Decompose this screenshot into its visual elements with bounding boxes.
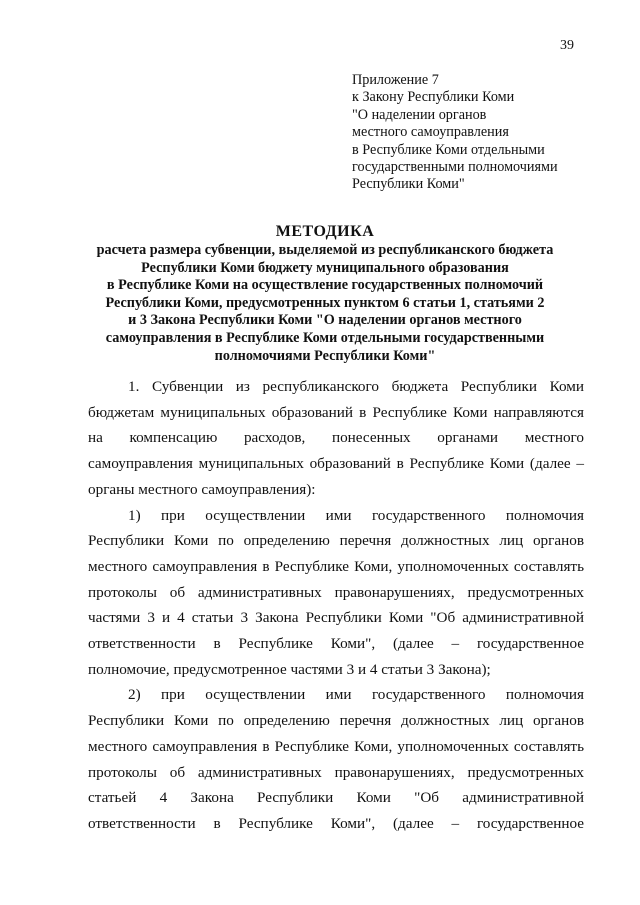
text-line: самоуправления муниципальных образований в Республике Коми (далее – [88, 455, 584, 473]
paragraph-3 [88, 682, 584, 836]
title-block [70, 222, 580, 365]
text-line: Республики Коми по определению перечня должностных лиц органов [88, 712, 584, 730]
text-line: статьей 4 Закона Республики Коми "Об административной [88, 789, 584, 807]
subtitle-line: и 3 Закона Республики Коми "О наделении органов местного [128, 312, 522, 329]
text-line: полномочие, предусмотренное частями 3 и 4 статьи 3 Закона); [88, 660, 491, 678]
paragraph-1 [88, 374, 584, 503]
document-subtitle [70, 242, 580, 365]
subtitle-line: Республики Коми, предусмотренных пунктом 6 статьи 1, статьями 2 [105, 294, 545, 311]
text-line: протоколы об административных правонарушениях, предусмотренных [88, 583, 584, 601]
subtitle-line: в Республике Коми на осуществление государственных полномочий [106, 277, 544, 294]
page-number: 39 [560, 38, 574, 53]
text-line: органы местного самоуправления): [88, 480, 316, 498]
appendix-line: Приложение 7 [352, 72, 439, 88]
subtitle-line: полномочиями Республики Коми" [214, 347, 436, 364]
paragraph-2 [88, 503, 584, 683]
appendix-note [352, 72, 558, 194]
appendix-line: государственными полномочиями [352, 159, 558, 176]
text-line: Республики Коми по определению перечня должностных лиц органов [88, 532, 584, 550]
appendix-line: Республики Коми" [352, 176, 465, 193]
text-line: протоколы об административных правонарушениях, предусмотренных [88, 763, 584, 781]
text-line: 1) при осуществлении ими государственного полномочия [128, 506, 584, 524]
document-title: МЕТОДИКА [275, 223, 375, 240]
text-line: 1. Субвенции из республиканского бюджета Республики Коми [128, 378, 584, 395]
text-line: на компенсацию расходов, понесенных органами местного [88, 429, 584, 447]
appendix-line: местного самоуправления [352, 124, 509, 141]
text-line: 2) при осуществлении ими государственного полномочия [128, 686, 584, 704]
subtitle-line: Республики Коми бюджету муниципального образования [141, 259, 509, 276]
text-line: местного самоуправления в Республике Коми, уполномоченных составлять [88, 737, 584, 755]
appendix-line: "О наделении органов [352, 106, 487, 123]
text-line: ответственности в Республике Коми", (далее – государственное [88, 814, 584, 832]
appendix-line: в Республике Коми отдельными [352, 141, 545, 158]
appendix-line: к Закону Республики Коми [352, 89, 515, 106]
text-line: ответственности в Республике Коми", (далее – государственное [88, 635, 584, 653]
text-line: местного самоуправления в Республике Коми, уполномоченных составлять [88, 557, 584, 575]
body-text [88, 374, 584, 837]
text-line: бюджетам муниципальных образований в Республике Коми направляются [88, 403, 584, 421]
subtitle-line: расчета размера субвенции, выделяемой из республиканского бюджета [96, 242, 554, 258]
subtitle-line: самоуправления в Республике Коми отдельными государственными [105, 329, 545, 346]
text-line: частями 3 и 4 статьи 3 Закона Республики Коми "Об административной [88, 609, 584, 627]
